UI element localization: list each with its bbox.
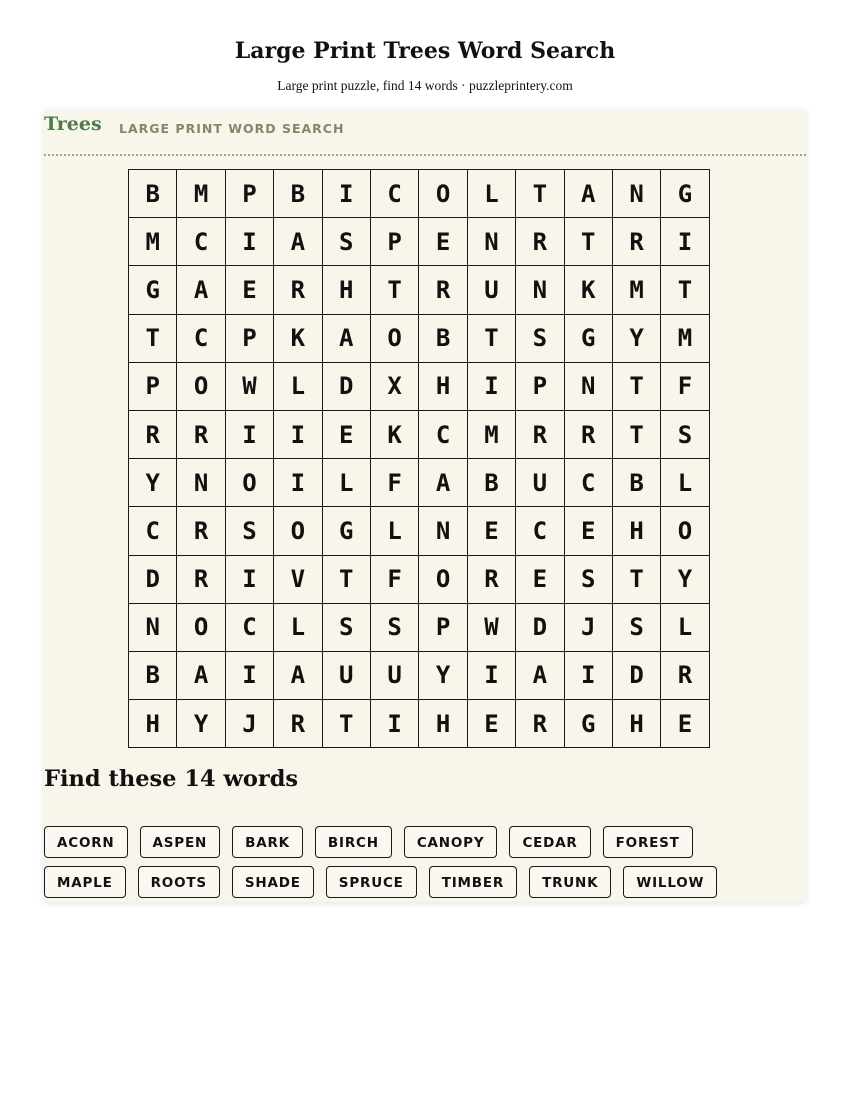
grid-row xyxy=(129,603,710,651)
grid-cell[interactable]: S xyxy=(370,603,418,651)
grid-cell[interactable]: A xyxy=(419,459,467,507)
grid-cell[interactable]: E xyxy=(419,218,467,266)
grid-cell[interactable]: L xyxy=(322,459,370,507)
grid-cell[interactable]: O xyxy=(274,507,322,555)
grid-cell[interactable]: H xyxy=(322,266,370,314)
grid-cell[interactable]: I xyxy=(322,170,370,218)
grid-cell[interactable]: C xyxy=(564,459,612,507)
grid-cell[interactable]: K xyxy=(274,314,322,362)
grid-cell[interactable]: D xyxy=(129,555,177,603)
word-chip[interactable]: SHADE xyxy=(232,866,314,898)
grid-cell[interactable]: R xyxy=(516,410,564,458)
grid-cell[interactable]: I xyxy=(661,218,709,266)
grid-cell[interactable]: U xyxy=(467,266,515,314)
grid-cell[interactable]: A xyxy=(274,651,322,699)
grid-cell[interactable]: I xyxy=(225,218,273,266)
grid-cell[interactable]: T xyxy=(322,555,370,603)
grid-cell[interactable]: V xyxy=(274,555,322,603)
letter-grid xyxy=(128,169,710,748)
grid-cell[interactable]: C xyxy=(177,218,225,266)
grid-cell[interactable]: G xyxy=(322,507,370,555)
grid-cell[interactable]: E xyxy=(467,700,515,748)
grid-cell[interactable]: A xyxy=(177,651,225,699)
grid-cell[interactable]: O xyxy=(225,459,273,507)
grid-cell[interactable]: U xyxy=(516,459,564,507)
grid-cell[interactable]: H xyxy=(612,700,660,748)
grid-cell[interactable]: A xyxy=(177,266,225,314)
grid-cell[interactable]: M xyxy=(129,218,177,266)
grid-cell[interactable]: N xyxy=(467,218,515,266)
grid-cell[interactable]: B xyxy=(129,651,177,699)
page-subtitle: Large print puzzle, find 14 words · puzzleprintery.com xyxy=(277,78,573,93)
word-chip[interactable]: MAPLE xyxy=(44,866,126,898)
grid-cell[interactable]: T xyxy=(661,266,709,314)
grid-cell[interactable]: P xyxy=(225,170,273,218)
grid-cell[interactable]: K xyxy=(564,266,612,314)
grid-cell[interactable]: I xyxy=(564,651,612,699)
grid-cell[interactable]: L xyxy=(274,603,322,651)
grid-cell[interactable]: R xyxy=(274,266,322,314)
grid-cell[interactable]: I xyxy=(274,410,322,458)
grid-cell[interactable]: I xyxy=(274,459,322,507)
grid-cell[interactable]: R xyxy=(612,218,660,266)
grid-cell[interactable]: D xyxy=(516,603,564,651)
word-chip[interactable]: BIRCH xyxy=(315,826,392,858)
grid-cell[interactable]: L xyxy=(274,362,322,410)
grid-cell[interactable]: J xyxy=(225,700,273,748)
grid-cell[interactable]: Y xyxy=(612,314,660,362)
grid-cell[interactable]: R xyxy=(177,410,225,458)
grid-cell[interactable]: P xyxy=(129,362,177,410)
grid-cell[interactable]: P xyxy=(516,362,564,410)
grid-cell[interactable]: T xyxy=(612,410,660,458)
grid-cell[interactable]: S xyxy=(516,314,564,362)
grid-cell[interactable]: H xyxy=(419,362,467,410)
card-header xyxy=(44,110,806,156)
grid-cell[interactable]: F xyxy=(661,362,709,410)
grid-row xyxy=(129,314,710,362)
word-chip[interactable]: CEDAR xyxy=(509,826,590,858)
grid-cell[interactable]: O xyxy=(177,603,225,651)
grid-cell[interactable]: C xyxy=(370,170,418,218)
grid-cell[interactable]: E xyxy=(322,410,370,458)
grid-cell[interactable]: G xyxy=(564,700,612,748)
grid-cell[interactable]: G xyxy=(661,170,709,218)
grid-cell[interactable]: W xyxy=(225,362,273,410)
grid-cell[interactable]: I xyxy=(467,651,515,699)
grid-cell[interactable]: Y xyxy=(661,555,709,603)
grid-cell[interactable]: T xyxy=(370,266,418,314)
grid-cell[interactable]: T xyxy=(612,362,660,410)
grid-row xyxy=(129,700,710,748)
grid-cell[interactable]: R xyxy=(129,410,177,458)
grid-cell[interactable]: T xyxy=(129,314,177,362)
grid-cell[interactable]: C xyxy=(225,603,273,651)
grid-cell[interactable]: L xyxy=(370,507,418,555)
grid-cell[interactable]: E xyxy=(225,266,273,314)
grid-cell[interactable]: T xyxy=(612,555,660,603)
word-chip[interactable]: TRUNK xyxy=(529,866,611,898)
grid-cell[interactable]: R xyxy=(467,555,515,603)
grid-cell[interactable]: R xyxy=(516,700,564,748)
grid-cell[interactable]: P xyxy=(225,314,273,362)
grid-cell[interactable]: T xyxy=(516,170,564,218)
grid-cell[interactable]: T xyxy=(322,700,370,748)
grid-cell[interactable]: Y xyxy=(177,700,225,748)
grid-cell[interactable]: C xyxy=(129,507,177,555)
grid-cell[interactable]: M xyxy=(467,410,515,458)
grid-cell[interactable]: M xyxy=(177,170,225,218)
grid-cell[interactable]: E xyxy=(516,555,564,603)
grid-cell[interactable]: B xyxy=(612,459,660,507)
word-chip[interactable]: SPRUCE xyxy=(326,866,417,898)
grid-row xyxy=(129,459,710,507)
word-chip[interactable]: ACORN xyxy=(44,826,128,858)
grid-cell[interactable]: Y xyxy=(419,651,467,699)
grid-cell[interactable]: O xyxy=(370,314,418,362)
grid-cell[interactable]: F xyxy=(370,459,418,507)
word-chip[interactable]: ASPEN xyxy=(140,826,221,858)
grid-cell[interactable]: M xyxy=(661,314,709,362)
grid-cell[interactable]: R xyxy=(661,651,709,699)
word-chip[interactable]: TIMBER xyxy=(429,866,517,898)
grid-cell[interactable]: E xyxy=(661,700,709,748)
grid-cell[interactable]: I xyxy=(467,362,515,410)
grid-cell[interactable]: N xyxy=(419,507,467,555)
grid-row xyxy=(129,170,710,218)
grid-cell[interactable]: O xyxy=(661,507,709,555)
grid-row xyxy=(129,410,710,458)
grid-cell[interactable]: E xyxy=(564,507,612,555)
grid-cell[interactable]: F xyxy=(370,555,418,603)
grid-cell[interactable]: I xyxy=(225,651,273,699)
grid-cell[interactable]: I xyxy=(370,700,418,748)
word-list xyxy=(44,826,784,898)
grid-cell[interactable]: R xyxy=(564,410,612,458)
grid-cell[interactable]: S xyxy=(225,507,273,555)
grid-cell[interactable]: O xyxy=(177,362,225,410)
grid-cell[interactable]: B xyxy=(129,170,177,218)
grid-cell[interactable]: Y xyxy=(129,459,177,507)
grid-cell[interactable]: K xyxy=(370,410,418,458)
grid-cell[interactable]: P xyxy=(419,603,467,651)
grid-cell[interactable]: R xyxy=(274,700,322,748)
grid-cell[interactable]: H xyxy=(129,700,177,748)
grid-cell[interactable]: B xyxy=(467,459,515,507)
grid-cell[interactable]: R xyxy=(516,218,564,266)
word-chip[interactable]: FOREST xyxy=(603,826,693,858)
word-chip[interactable]: ROOTS xyxy=(138,866,220,898)
grid-cell[interactable]: I xyxy=(225,410,273,458)
grid-cell[interactable]: C xyxy=(177,314,225,362)
word-chip[interactable]: WILLOW xyxy=(623,866,717,898)
grid-row xyxy=(129,266,710,314)
grid-cell[interactable]: S xyxy=(564,555,612,603)
grid-cell[interactable]: A xyxy=(516,651,564,699)
grid-cell[interactable]: M xyxy=(612,266,660,314)
theme-title: Trees xyxy=(44,113,102,135)
page-title: Large Print Trees Word Search xyxy=(234,38,616,64)
grid-cell[interactable]: R xyxy=(177,555,225,603)
grid-cell[interactable]: T xyxy=(467,314,515,362)
grid-cell[interactable]: W xyxy=(467,603,515,651)
grid-cell[interactable]: U xyxy=(370,651,418,699)
grid-cell[interactable]: N xyxy=(516,266,564,314)
grid-cell[interactable]: A xyxy=(564,170,612,218)
grid-row xyxy=(129,362,710,410)
grid-cell[interactable]: S xyxy=(322,603,370,651)
grid-cell[interactable]: R xyxy=(419,266,467,314)
grid-cell[interactable]: H xyxy=(419,700,467,748)
grid-row xyxy=(129,651,710,699)
grid-cell[interactable]: N xyxy=(564,362,612,410)
grid-cell[interactable]: S xyxy=(322,218,370,266)
grid-cell[interactable]: N xyxy=(177,459,225,507)
grid-cell[interactable]: L xyxy=(661,459,709,507)
grid-cell[interactable]: N xyxy=(612,170,660,218)
grid-cell[interactable]: L xyxy=(661,603,709,651)
grid-cell[interactable]: B xyxy=(274,170,322,218)
grid-cell[interactable]: O xyxy=(419,170,467,218)
grid-row xyxy=(129,218,710,266)
grid-cell[interactable]: N xyxy=(129,603,177,651)
grid-cell[interactable]: L xyxy=(467,170,515,218)
grid-cell[interactable]: O xyxy=(419,555,467,603)
grid-cell[interactable]: B xyxy=(419,314,467,362)
grid-cell[interactable]: R xyxy=(177,507,225,555)
grid-cell[interactable]: A xyxy=(274,218,322,266)
grid-cell[interactable]: X xyxy=(370,362,418,410)
grid-cell[interactable]: D xyxy=(612,651,660,699)
word-chip[interactable]: CANOPY xyxy=(404,826,498,858)
grid-cell[interactable]: C xyxy=(516,507,564,555)
grid-cell[interactable]: A xyxy=(322,314,370,362)
grid-row xyxy=(129,507,710,555)
word-chip[interactable]: BARK xyxy=(232,826,303,858)
grid-cell[interactable]: T xyxy=(564,218,612,266)
grid-cell[interactable]: D xyxy=(322,362,370,410)
grid-row xyxy=(129,555,710,603)
grid-cell[interactable]: E xyxy=(467,507,515,555)
grid-cell[interactable]: S xyxy=(661,410,709,458)
puzzle-card xyxy=(44,110,806,902)
grid-cell[interactable]: G xyxy=(129,266,177,314)
grid-cell[interactable]: U xyxy=(322,651,370,699)
grid-cell[interactable]: S xyxy=(612,603,660,651)
puzzle-tagline: LARGE PRINT WORD SEARCH xyxy=(119,121,345,136)
grid-cell[interactable]: G xyxy=(564,314,612,362)
grid-cell[interactable]: C xyxy=(419,410,467,458)
grid-cell[interactable]: H xyxy=(612,507,660,555)
grid-cell[interactable]: J xyxy=(564,603,612,651)
grid-cell[interactable]: P xyxy=(370,218,418,266)
word-list-heading: Find these 14 words xyxy=(44,766,299,792)
grid-cell[interactable]: I xyxy=(225,555,273,603)
